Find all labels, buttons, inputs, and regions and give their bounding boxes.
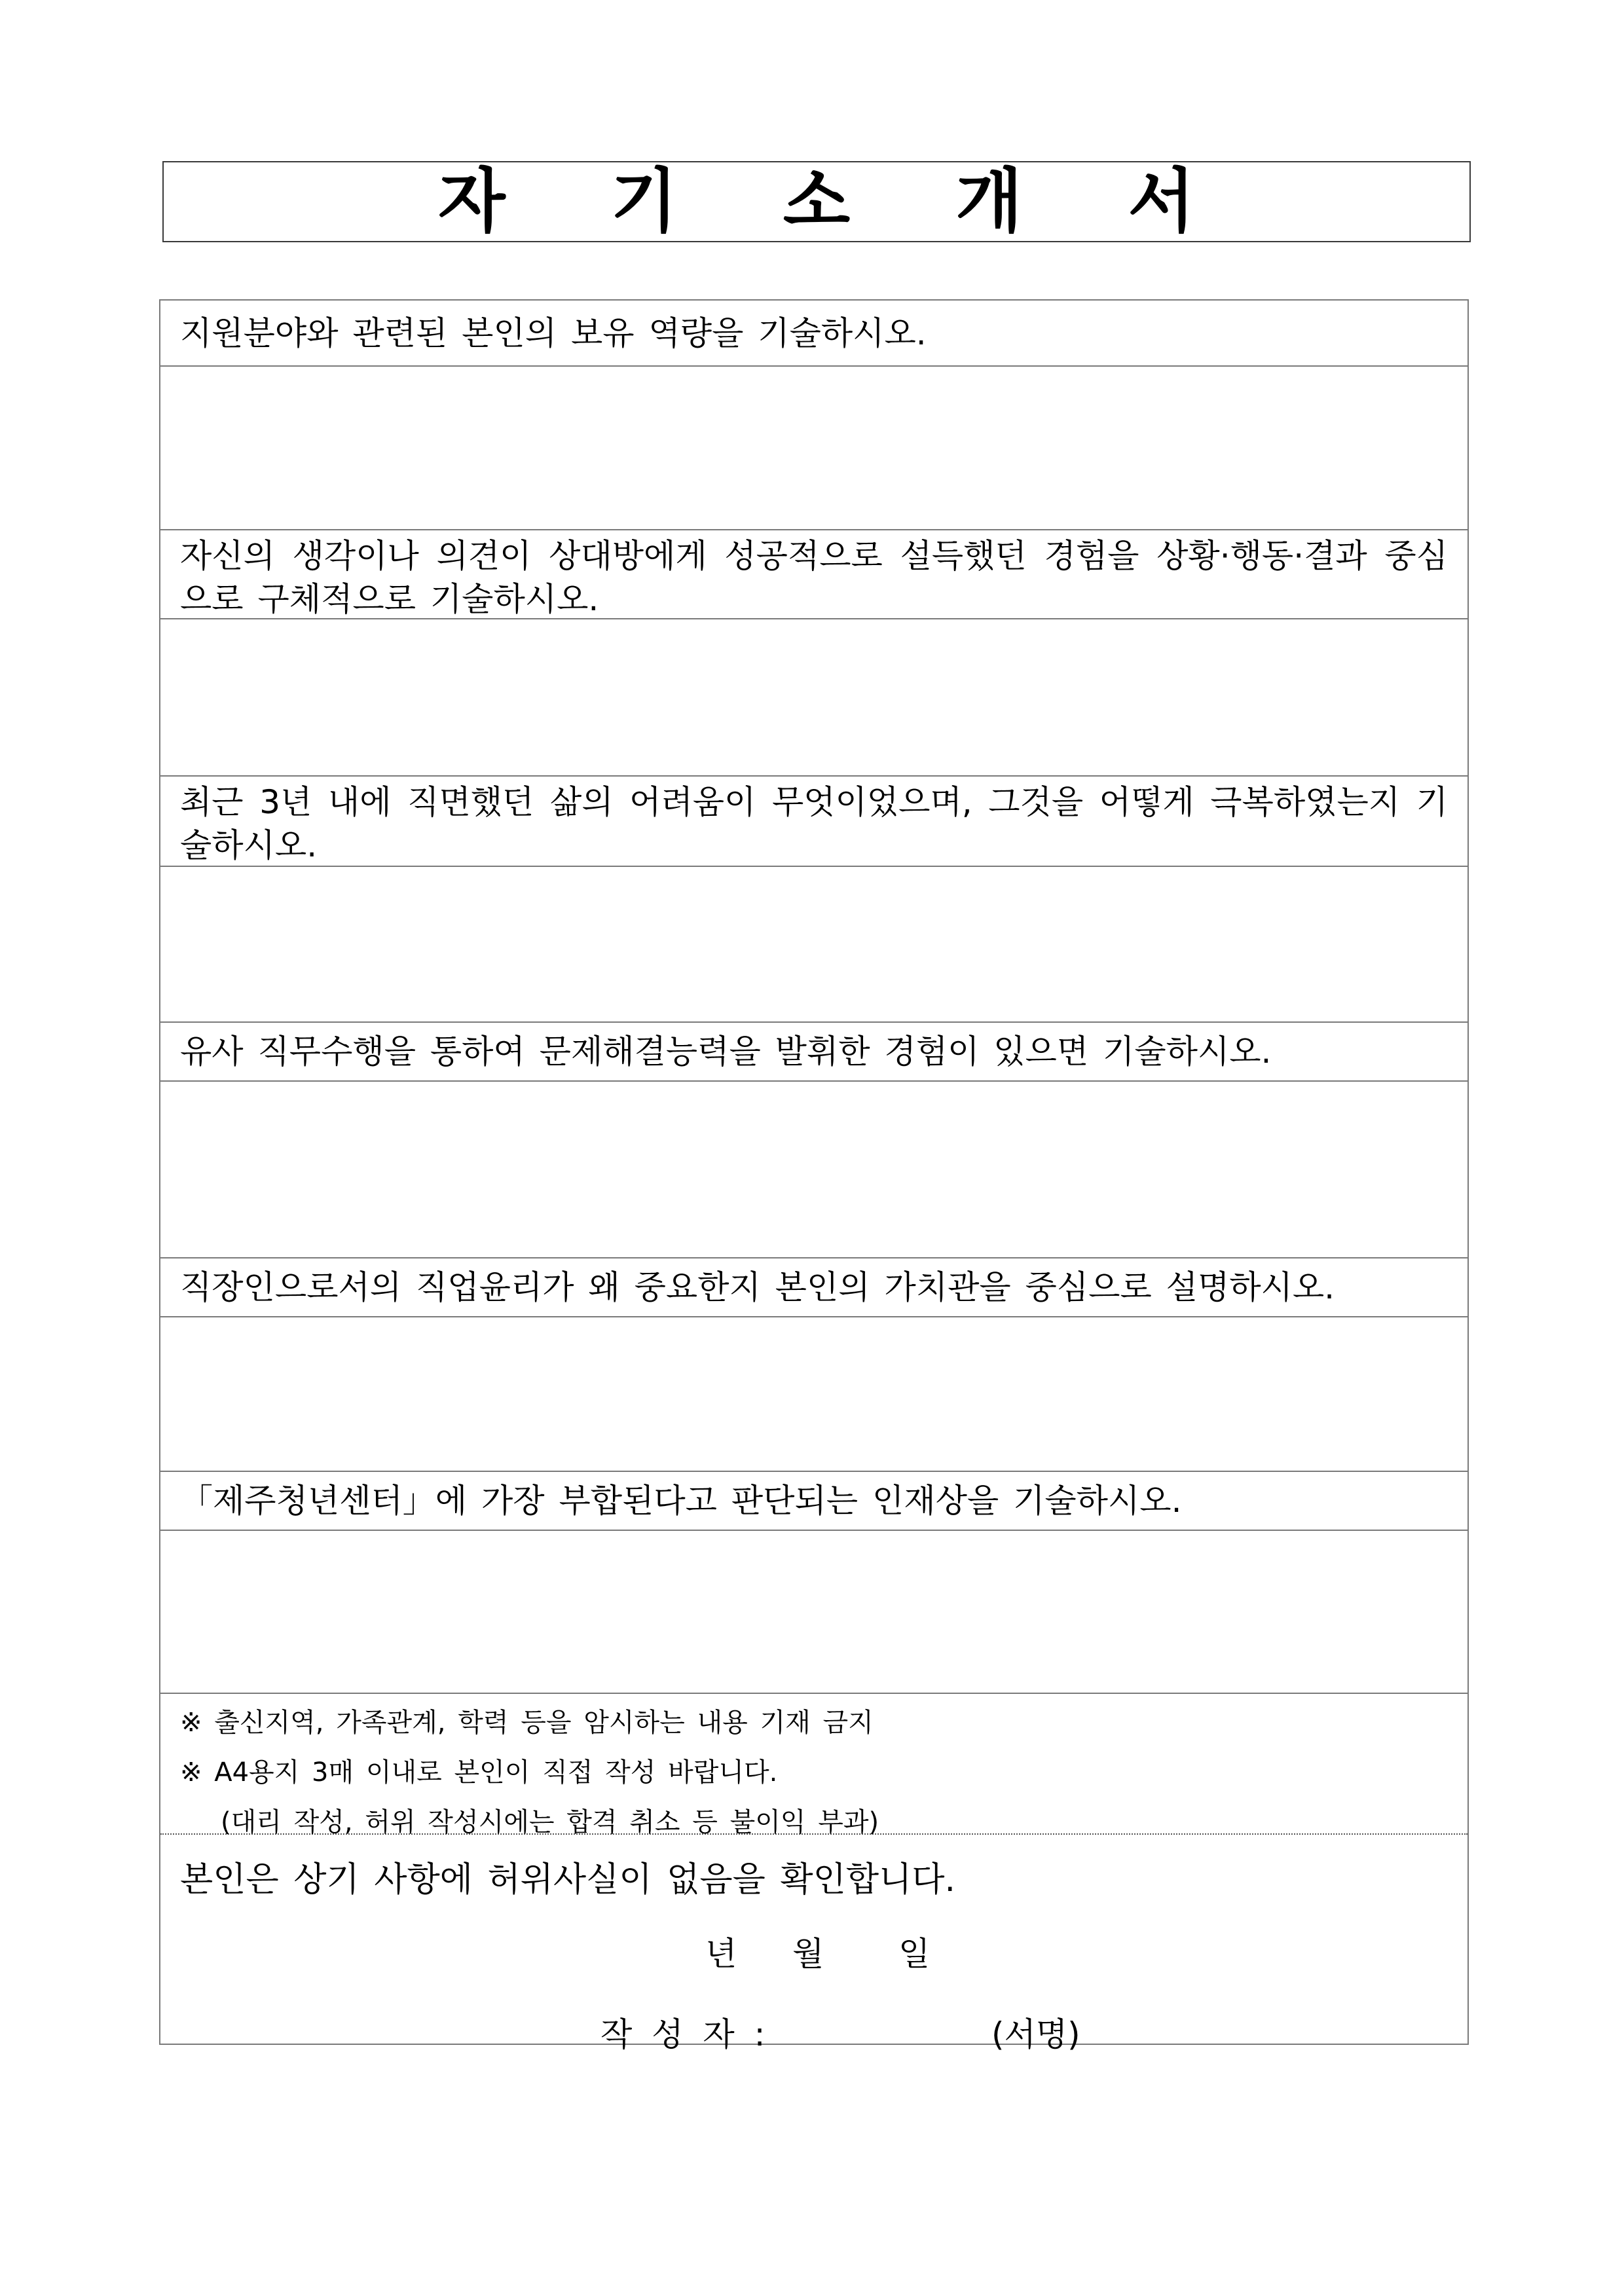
question-6-text: 「제주청년센터」에 가장 부합된다고 판단되는 인재상을 기술하시오. [180, 1482, 1182, 1520]
question-2-text: 자신의 생각이나 의견이 상대방에게 성공적으로 설득했던 경험을 상황·행동·결과 중심으로 구체적으로 기술하시오. [180, 537, 1448, 618]
answer-2-field[interactable] [160, 619, 1467, 777]
confirmation-section [160, 1835, 1467, 2053]
answer-3-field[interactable] [160, 867, 1467, 1023]
question-3-text: 최근 3년 내에 직면했던 삶의 어려움이 무엇이었으며, 그것을 어떻게 극복하였는지 기술하시오. [180, 783, 1448, 864]
question-4-text: 유사 직무수행을 통하여 문제해결능력을 발휘한 경험이 있으면 기술하시오. [180, 1033, 1272, 1071]
date-year-label: 년 [705, 1935, 737, 1973]
answer-4-field[interactable] [160, 1082, 1467, 1258]
answer-1-field[interactable] [160, 367, 1467, 530]
author-label: 작 성 자 : [600, 2015, 766, 2053]
question-4 [160, 1023, 1467, 1082]
date-month-label: 월 [792, 1935, 824, 1973]
note-1: ※ 출신지역, 가족관계, 학력 등을 암시하는 내용 기재 금지 [180, 1708, 874, 1738]
notes-section [160, 1694, 1467, 1835]
question-2 [160, 530, 1467, 619]
answer-6-field[interactable] [160, 1531, 1467, 1694]
document-title-box [162, 161, 1471, 242]
question-6 [160, 1472, 1467, 1531]
document-title: 자 기 소 개 서 [438, 161, 1236, 242]
question-3 [160, 777, 1467, 867]
question-5 [160, 1258, 1467, 1317]
question-1-text: 지원분야와 관련된 본인의 보유 역량을 기술하시오. [180, 314, 927, 352]
date-day-label: 일 [898, 1935, 931, 1973]
confirmation-text: 본인은 상기 사항에 허위사실이 없음을 확인합니다. [180, 1860, 956, 1900]
signature-mark: (서명) [991, 2015, 1080, 2053]
question-1 [160, 301, 1467, 367]
note-3: (대리 작성, 허위 작성시에는 합격 취소 등 불이익 부과) [221, 1807, 879, 1837]
note-2: ※ A4용지 3매 이내로 본인이 직접 작성 바랍니다. [180, 1757, 778, 1788]
question-5-text: 직장인으로서의 직업윤리가 왜 중요한지 본인의 가치관을 중심으로 설명하시오. [180, 1268, 1335, 1306]
answer-5-field[interactable] [160, 1317, 1467, 1472]
self-introduction-form [159, 299, 1469, 2053]
